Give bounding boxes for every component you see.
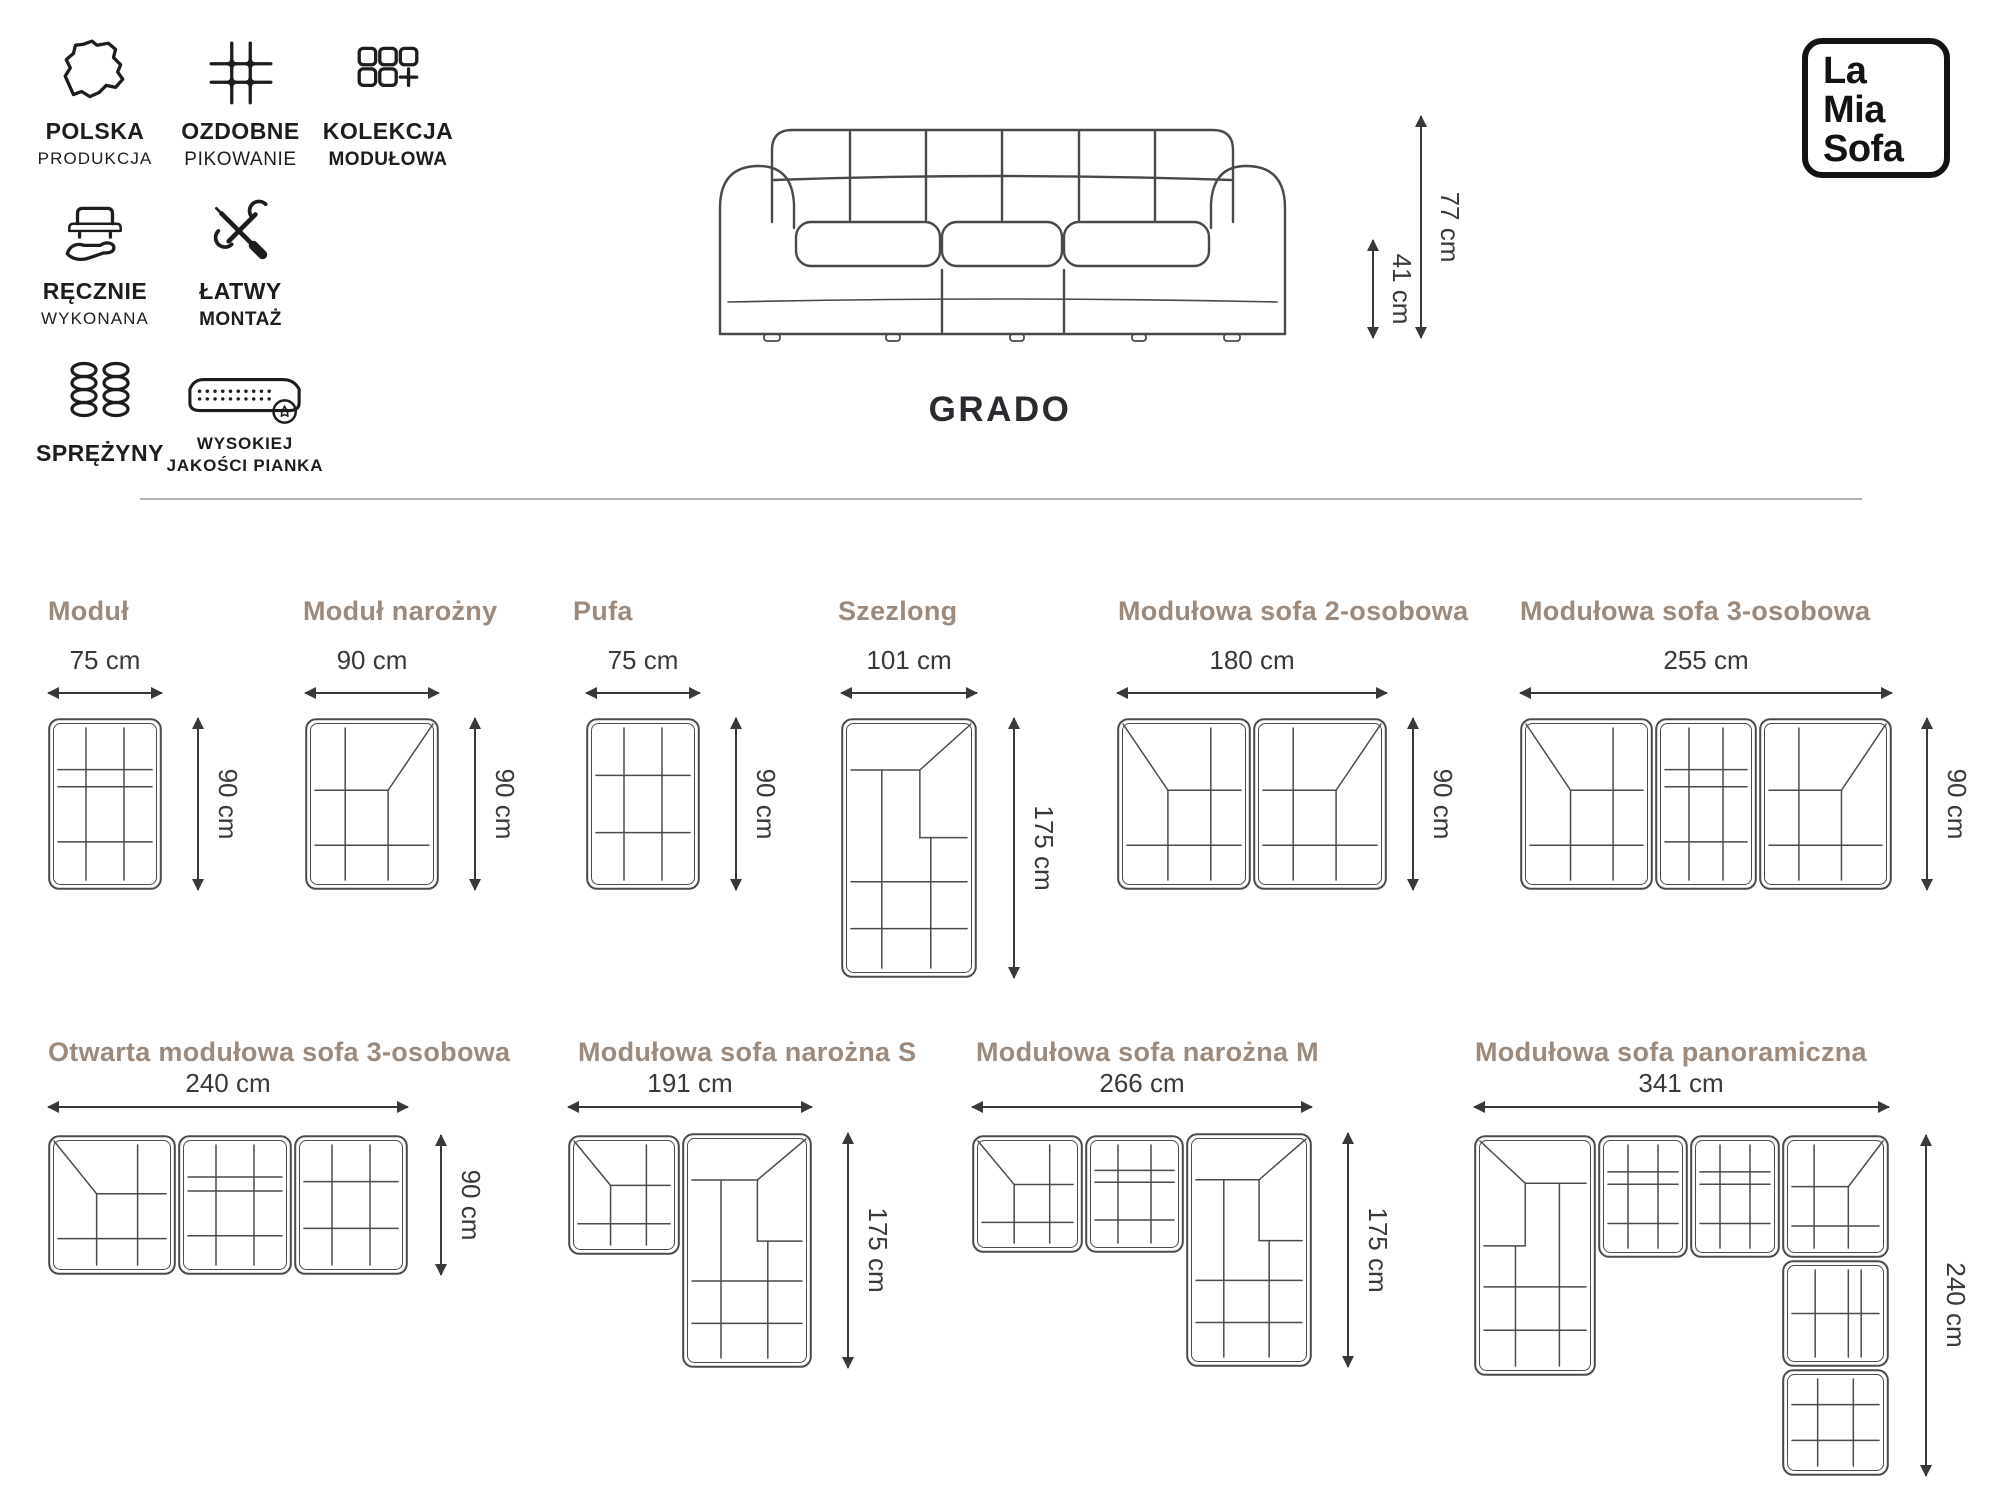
module-height-arrow (1412, 718, 1414, 890)
module-top-view-diagram (1117, 718, 1387, 895)
module-width-arrow (305, 692, 439, 694)
module-width-arrow (972, 1106, 1312, 1108)
badge-modular-collection (310, 36, 466, 171)
module-width-arrow (586, 692, 700, 694)
module-height-label: 175 cm (863, 1207, 893, 1293)
module-title: Pufa (573, 596, 633, 626)
module-top-view-diagram (48, 718, 162, 895)
badge-line2: WYKONANA (41, 309, 149, 328)
module-width-arrow (1117, 692, 1387, 694)
seat-height-arrow (1372, 240, 1374, 338)
module-top-view-diagram (305, 718, 439, 895)
module-height-arrow (735, 718, 737, 890)
module-top-view-diagram (972, 1133, 1312, 1372)
module-title: Modułowa sofa 3-osobowa (1520, 596, 1871, 626)
brand-logo (1802, 38, 1950, 178)
module-height-label: 240 cm (1941, 1262, 1971, 1348)
brand-line1: La (1823, 50, 1867, 92)
module-width-label: 255 cm (1663, 645, 1749, 675)
brand-line2: Mia (1823, 89, 1885, 132)
badge-decorative-quilting (163, 36, 318, 171)
module-width-label: 101 cm (866, 645, 952, 675)
badge-line1: RĘCZNIE (42, 278, 148, 304)
module-height-arrow (440, 1135, 442, 1275)
module-width-label: 240 cm (185, 1068, 271, 1098)
module-height-label: 90 cm (456, 1169, 486, 1241)
badge-line2: MONTAŻ (199, 309, 282, 330)
total-height-arrow (1420, 116, 1422, 338)
module-height-arrow (1347, 1133, 1349, 1367)
badge-line2: PRODUKCJA (37, 149, 153, 168)
badge-line1: KOLEKCJA (322, 118, 454, 144)
module-height-arrow (1925, 1135, 1927, 1476)
module-width-arrow (1520, 692, 1892, 694)
module-title: Moduł narożny (303, 596, 498, 626)
module-title: Modułowa sofa 2-osobowa (1118, 596, 1469, 626)
module-top-view-diagram (48, 1135, 408, 1280)
module-height-arrow (474, 718, 476, 890)
module-height-label: 90 cm (1942, 768, 1972, 840)
badge-line1: OZDOBNE (181, 118, 300, 144)
module-height-label: 175 cm (1029, 805, 1059, 891)
divider (140, 498, 1862, 500)
module-width-label: 180 cm (1209, 645, 1295, 675)
module-height-label: 90 cm (490, 768, 520, 840)
module-width-arrow (841, 692, 977, 694)
module-title: Modułowa sofa panoramiczna (1475, 1037, 1867, 1067)
modular-collection-icon (351, 36, 425, 110)
poland-map-icon (58, 36, 132, 110)
handmade-sofa-hand-icon (58, 196, 132, 270)
module-height-arrow (1926, 718, 1928, 890)
module-height-label: 90 cm (1428, 768, 1458, 840)
module-width-label: 341 cm (1638, 1068, 1724, 1098)
module-title: Modułowa sofa narożna S (578, 1037, 917, 1067)
module-height-label: 90 cm (751, 768, 781, 840)
module-width-arrow (48, 692, 162, 694)
module-title: Otwarta modułowa sofa 3-osobowa (48, 1037, 511, 1067)
module-height-label: 90 cm (213, 768, 243, 840)
module-width-label: 266 cm (1099, 1068, 1185, 1098)
seat-height-label: 41 cm (1387, 253, 1417, 325)
badge-line1: ŁATWY (199, 278, 282, 304)
badge-poland-production (20, 36, 170, 169)
badge-line1: POLSKA (45, 118, 145, 144)
module-title: Modułowa sofa narożna M (976, 1037, 1319, 1067)
tools-icon (204, 196, 278, 270)
badge-line1: WYSOKIEJ (196, 434, 294, 453)
module-width-arrow (1474, 1106, 1889, 1108)
total-height-label: 77 cm (1435, 191, 1465, 263)
badge-easy-assembly (163, 196, 318, 331)
module-height-label: 175 cm (1363, 1207, 1393, 1293)
module-title: Szezlong (838, 596, 958, 626)
module-top-view-diagram (568, 1133, 812, 1373)
module-top-view-diagram (586, 718, 700, 895)
badge-handmade (20, 196, 170, 329)
badge-line2: MODUŁOWA (328, 149, 448, 170)
product-title: GRADO (928, 390, 1072, 429)
module-width-label: 191 cm (647, 1068, 733, 1098)
brand-line3: Sofa (1823, 128, 1904, 171)
module-width-label: 75 cm (607, 645, 679, 675)
module-height-arrow (1013, 718, 1015, 978)
module-top-view-diagram (841, 718, 977, 983)
module-width-arrow (568, 1106, 812, 1108)
module-width-label: 90 cm (336, 645, 408, 675)
module-top-view-diagram (1474, 1135, 1889, 1481)
module-height-arrow (197, 718, 199, 890)
sofa-front-view (680, 110, 1325, 344)
badge-line2: PIKOWANIE (184, 149, 297, 170)
module-width-label: 75 cm (69, 645, 141, 675)
module-title: Moduł (48, 596, 129, 626)
quilting-icon (204, 36, 278, 110)
module-top-view-diagram (1520, 718, 1892, 895)
module-width-arrow (48, 1106, 408, 1108)
module-height-arrow (847, 1133, 849, 1368)
badge-line1: SPRĘŻYNY (36, 440, 164, 466)
badge-line2: JAKOŚCI PIANKA (166, 456, 324, 475)
